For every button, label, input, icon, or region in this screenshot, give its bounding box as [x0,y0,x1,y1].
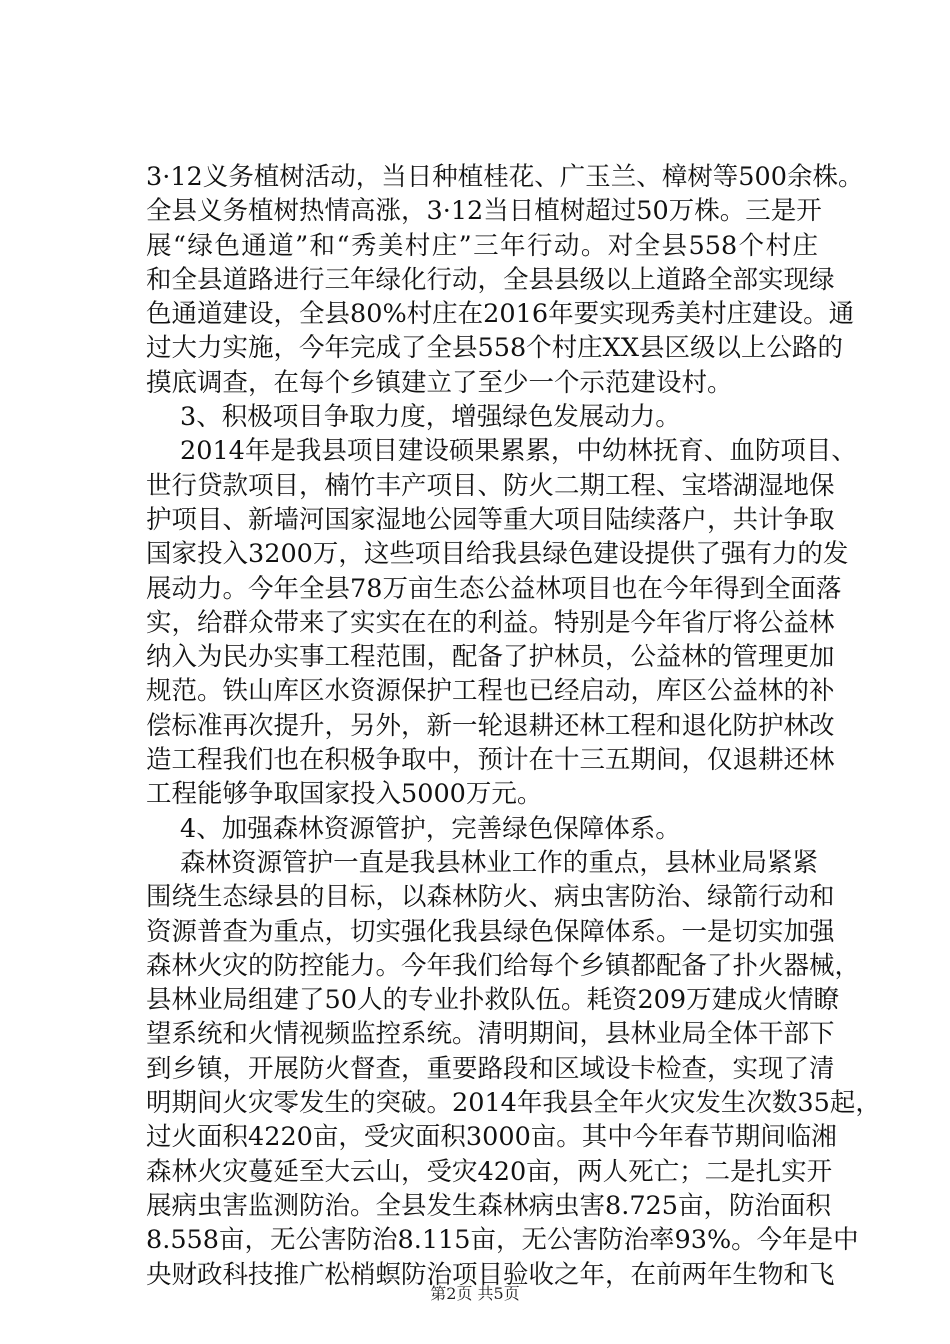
text-line: 8.558亩，无公害防治8.115亩，无公害防治率93%。今年是中 [146,1225,859,1256]
text-line: 望系统和火情视频监控系统。清明期间，县林业局全体干部下 [146,1019,835,1050]
text-line: 全县义务植树热情高涨，3·12当日植树超过50万株。三是开 [146,196,822,227]
text-line: 到乡镇，开展防火督查，重要路段和区域设卡检查，实现了清 [146,1053,835,1084]
document-body [146,160,881,1292]
text-line: 过火面积4220亩，受灾面积3000亩。其中今年春节期间临湘 [146,1122,837,1153]
text-line: 纳入为民办实事工程范围，配备了护林员，公益林的管理更加 [146,642,835,673]
text-line: 世行贷款项目，楠竹丰产项目、防火二期工程、宝塔湖湿地保 [146,470,835,501]
text-line: 实，给群众带来了实实在在的利益。特别是今年省厅将公益林 [146,607,835,638]
text-line: 过大力实施，今年完成了全县558个村庄XX县区级以上公路的 [146,333,843,364]
text-line: 4、加强森林资源管护，完善绿色保障体系。 [180,813,681,844]
text-line: 工程能够争取国家投入5000万元。 [146,779,543,810]
text-line: 明期间火灾零发生的突破。2014年我县全年火灾发生次数35起， [146,1088,881,1119]
text-line: 国家投入3200万，这些项目给我县绿色建设提供了强有力的发 [146,539,849,570]
text-line: 森林火灾的防控能力。今年我们给每个乡镇都配备了扑火器械， [146,950,861,981]
text-line: 摸底调查，在每个乡镇建立了至少一个示范建设村。 [146,367,733,398]
text-line: 3、积极项目争取力度，增强绿色发展动力。 [180,402,681,433]
text-line: 护项目、新墙河国家湿地公园等重大项目陆续落户，共计争取 [146,504,835,535]
page-number-label: 第2页 共5页 [430,1284,520,1303]
text-line: 围绕生态绿县的目标，以森林防火、病虫害防治、绿箭行动和 [146,882,835,913]
text-line: 2014年是我县项目建设硕果累累，中幼林抚育、血防项目、 [180,436,857,467]
text-line: 规范。铁山库区水资源保护工程也已经启动，库区公益林的补 [146,676,835,707]
text-line: 森林资源管护一直是我县林业工作的重点，县林业局紧紧 [180,847,818,878]
text-line: 偿标准再次提升，另外，新一轮退耕还林工程和退化防护林改 [146,710,835,741]
text-line: 和全县道路进行三年绿化行动，全县县级以上道路全部实现绿 [146,264,835,295]
text-line: 3·12义务植树活动，当日种植桂花、广玉兰、樟树等500余株。 [146,162,864,192]
text-line: 展病虫害监测防治。全县发生森林病虫害8.725亩，防治面积 [146,1190,832,1221]
text-line: 央财政科技推广松梢螟防治项目验收之年，在前两年生物和飞 [146,1259,835,1290]
page-footer [0,1281,950,1304]
text-line: 展“绿色通道”和“秀美村庄”三年行动。对全县558个村庄 [146,230,818,261]
text-line: 造工程我们也在积极争取中，预计在十三五期间，仅退耕还林 [146,745,835,776]
text-line: 森林火灾蔓延至大云山，受灾420亩，两人死亡；二是扎实开 [146,1156,833,1187]
text-line: 资源普查为重点，切实强化我县绿色保障体系。一是切实加强 [146,916,835,947]
text-line: 展动力。今年全县78万亩生态公益林项目也在今年得到全面落 [146,573,842,604]
text-line: 色通道建设，全县80%村庄在2016年要实现秀美村庄建设。通 [146,299,855,330]
text-line: 县林业局组建了50人的专业扑救队伍。耗资209万建成火情瞭 [146,985,840,1016]
